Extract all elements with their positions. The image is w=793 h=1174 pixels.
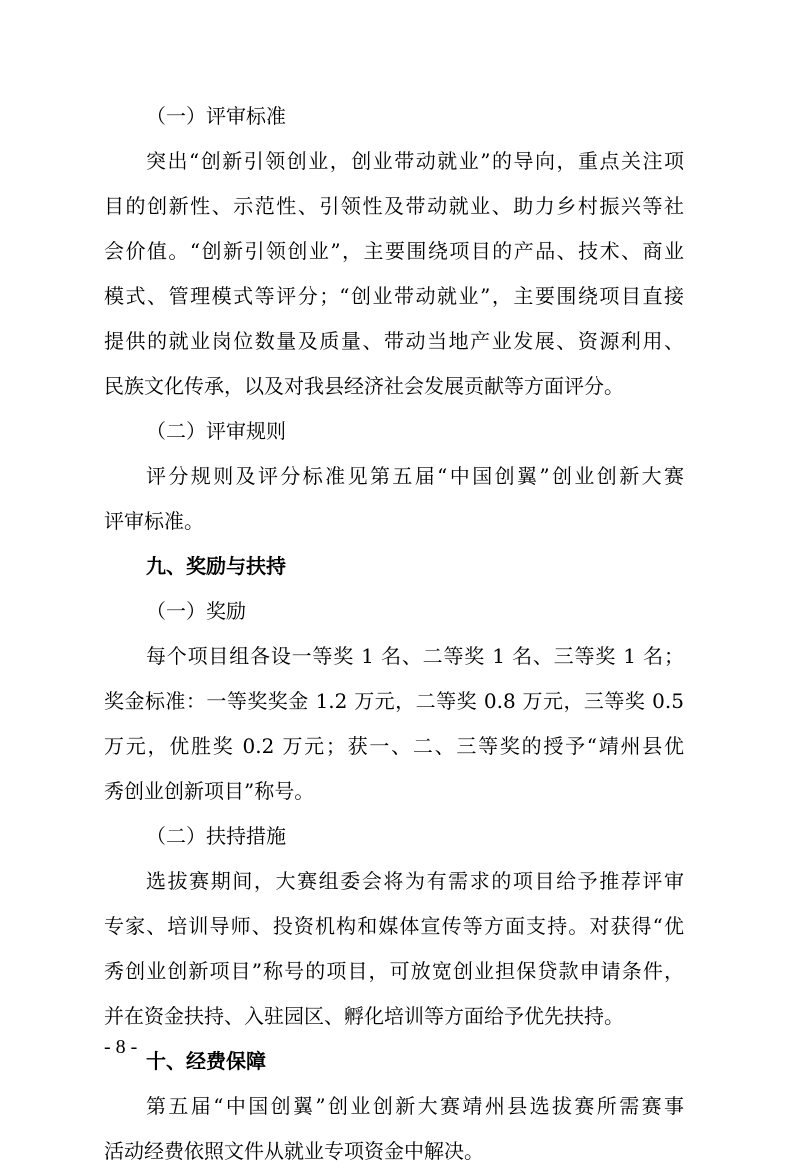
paragraph-line: 第五届“中国创翼”创业创新大赛靖州县选拔赛所需赛事 <box>146 1094 684 1118</box>
heading-awards: （一）奖励 <box>146 599 246 623</box>
page-number: - 8 - <box>104 1036 138 1058</box>
paragraph-line: 会价值。“创新引领创业”，主要围绕项目的产品、技术、商业 <box>104 239 684 263</box>
paragraph-line: 活动经费依照文件从就业专项资金中解决。 <box>104 1139 484 1163</box>
paragraph-line: 突出“创新引领创业，创业带动就业”的导向，重点关注项 <box>146 149 684 173</box>
paragraph-line: 提供的就业岗位数量及质量、带动当地产业发展、资源利用、 <box>104 329 684 353</box>
paragraph-line: 选拔赛期间，大赛组委会将为有需求的项目给予推荐评审 <box>146 869 684 893</box>
paragraph-line: 每个项目组各设一等奖 1 名、二等奖 1 名、三等奖 1 名； <box>146 644 684 668</box>
heading-judging-criteria: （一）评审标准 <box>146 104 286 128</box>
paragraph-line: 目的创新性、示范性、引领性及带动就业、助力乡村振兴等社 <box>104 194 684 218</box>
paragraph-line: 评审标准。 <box>104 509 204 533</box>
heading-section-9: 九、奖励与扶持 <box>146 554 286 578</box>
paragraph-line: 秀创业创新项目”称号的项目，可放宽创业担保贷款申请条件， <box>104 959 684 983</box>
paragraph-line: 奖金标准：一等奖奖金 1.2 万元，二等奖 0.8 万元，三等奖 0.5 <box>104 689 684 713</box>
body-text <box>104 94 684 1174</box>
heading-judging-rules: （二）评审规则 <box>146 419 286 443</box>
paragraph-line: 万元，优胜奖 0.2 万元；获一、二、三等奖的授予“靖州县优 <box>104 734 684 758</box>
paragraph-line: 模式、管理模式等评分；“创业带动就业”，主要围绕项目直接 <box>104 284 684 308</box>
paragraph-line: 并在资金扶持、入驻园区、孵化培训等方面给予优先扶持。 <box>104 1004 624 1028</box>
paragraph-line: 民族文化传承，以及对我县经济社会发展贡献等方面评分。 <box>104 374 624 398</box>
paragraph-line: 评分规则及评分标准见第五届“中国创翼”创业创新大赛 <box>146 464 684 488</box>
heading-support: （二）扶持措施 <box>146 824 286 848</box>
paragraph-line: 秀创业创新项目”称号。 <box>104 779 315 803</box>
heading-section-10: 十、经费保障 <box>146 1049 266 1073</box>
paragraph-line: 专家、培训导师、投资机构和媒体宣传等方面支持。对获得“优 <box>104 914 684 938</box>
